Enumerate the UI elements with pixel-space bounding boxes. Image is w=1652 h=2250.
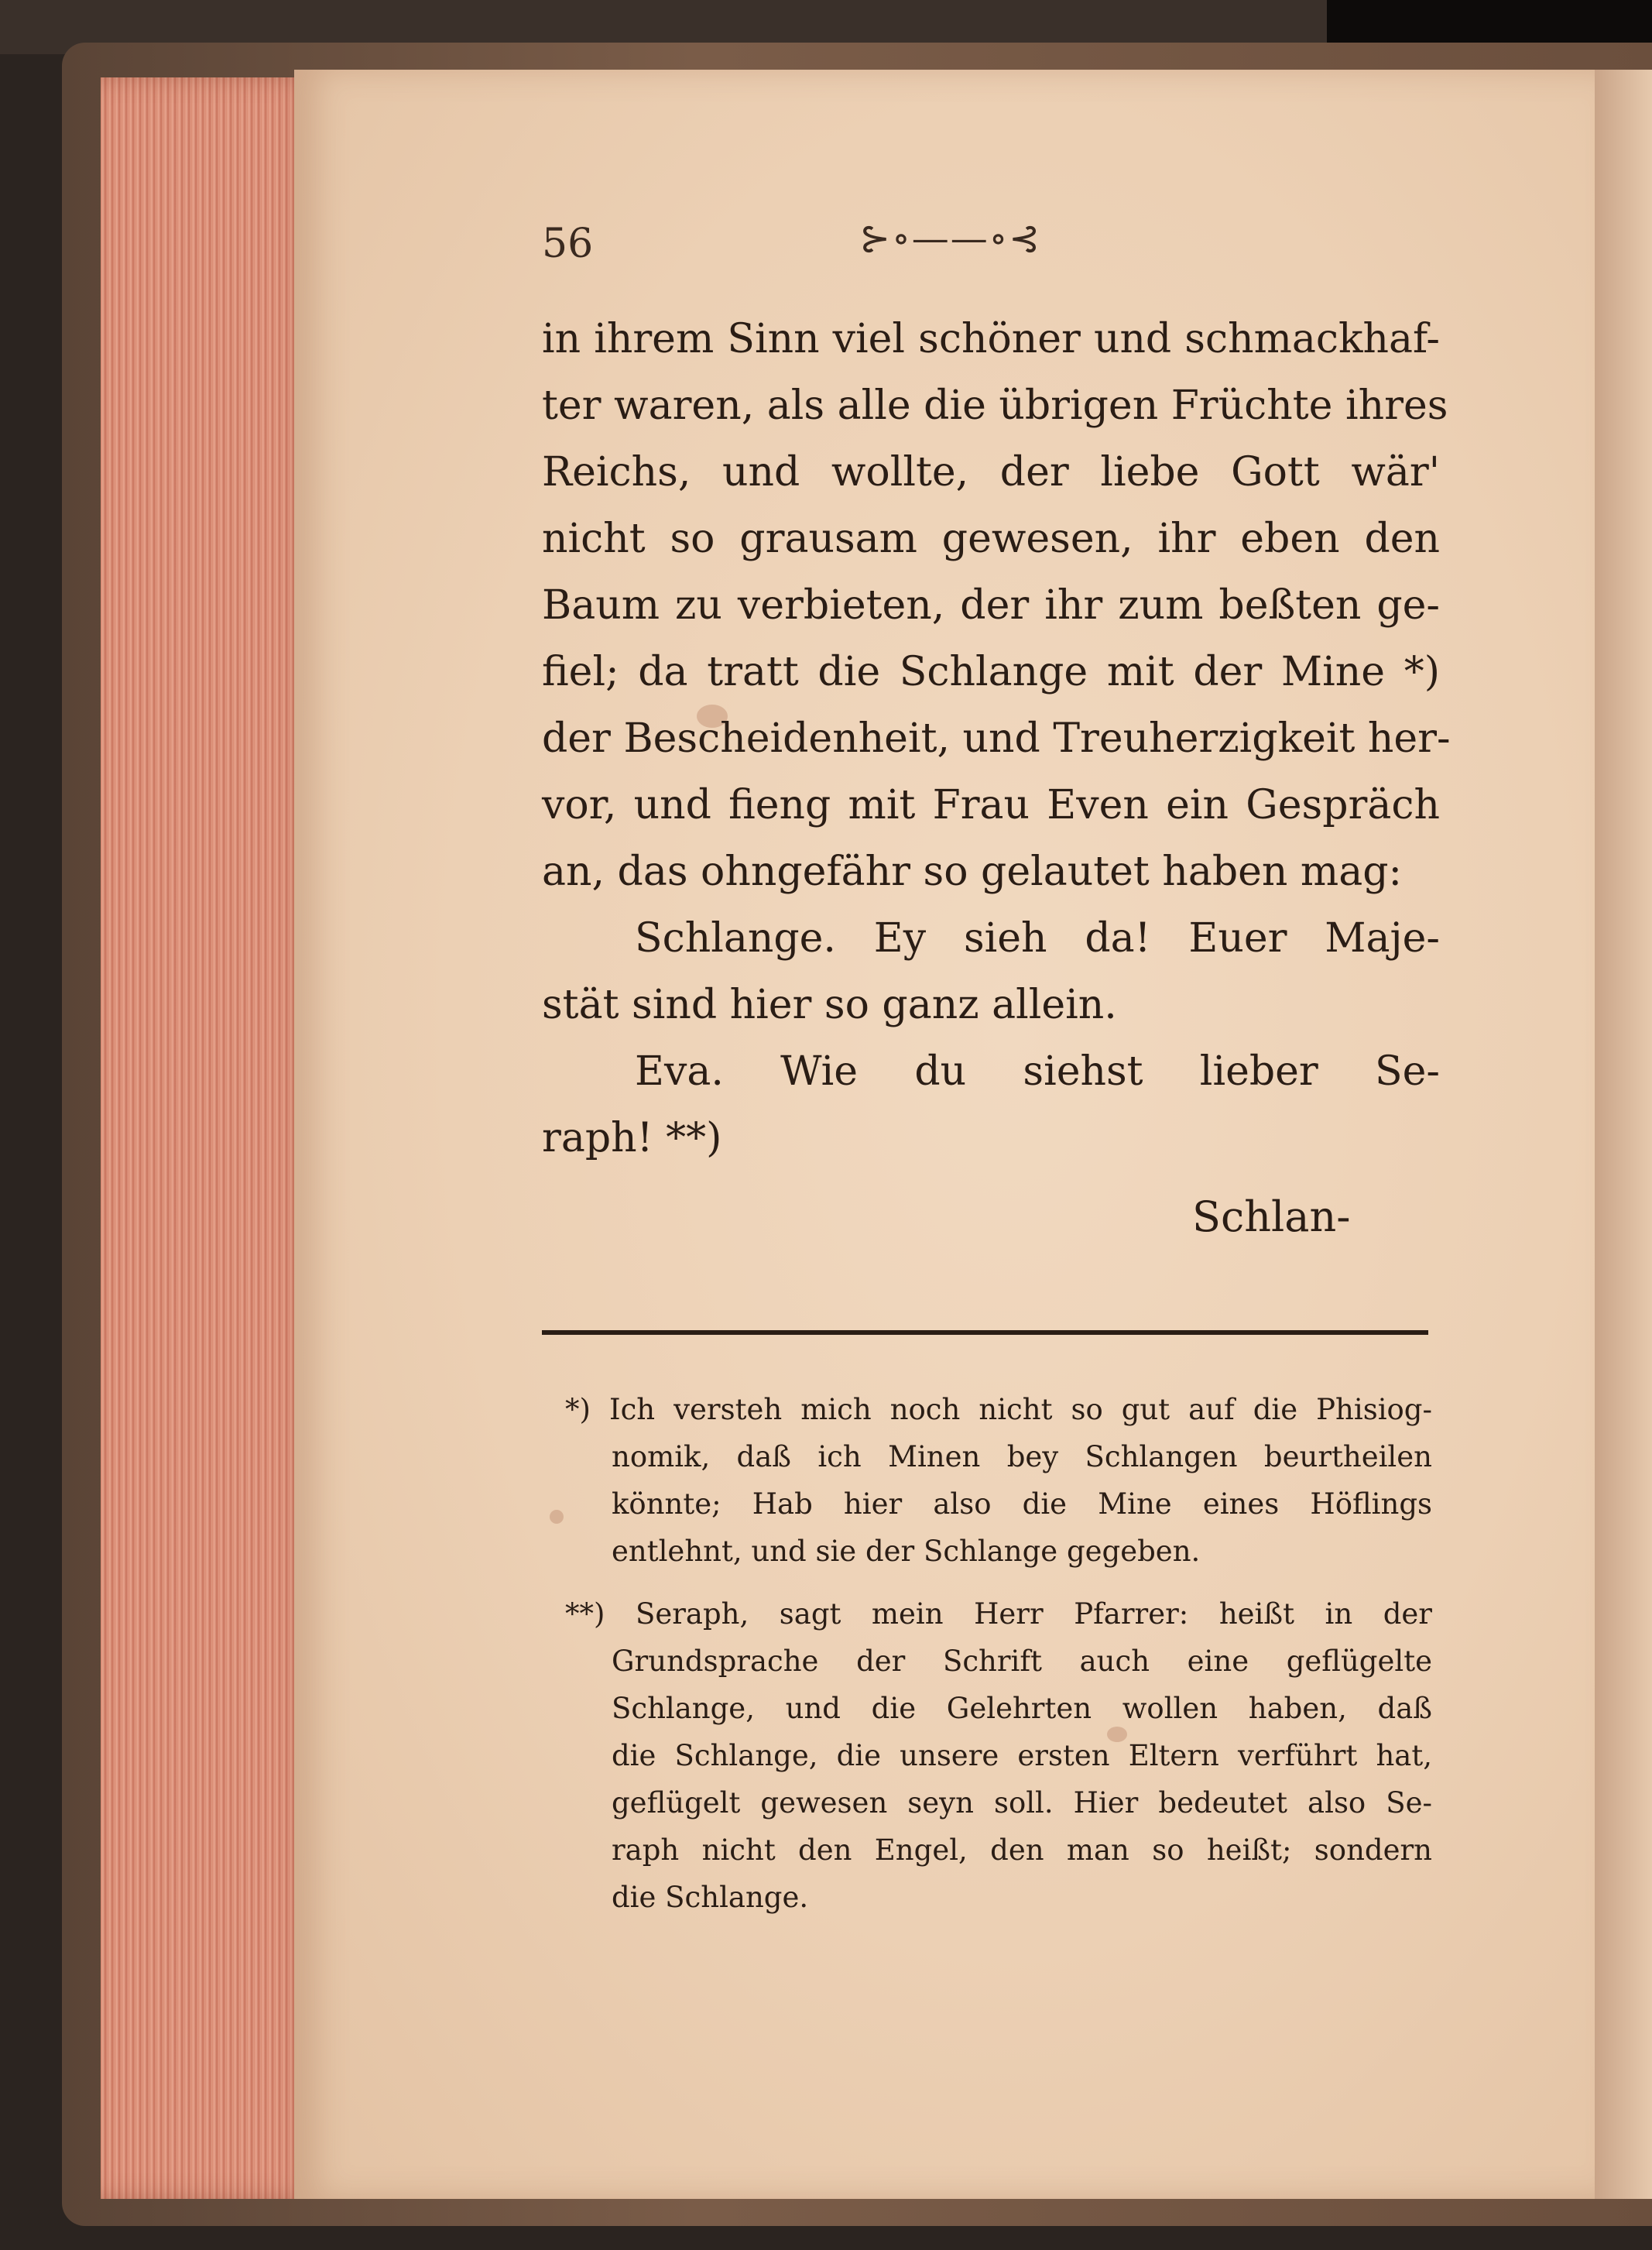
dialogue-line: stät sind hier so ganz allein. bbox=[542, 982, 1117, 1028]
footnote-rule bbox=[542, 1330, 1428, 1335]
footnote-2 bbox=[565, 1590, 1432, 1921]
text-line: Baum zu verbieten, der ihr zum beßten ge- bbox=[542, 582, 1440, 629]
foxing-spot bbox=[550, 1510, 564, 1524]
footnote-line: Grundsprache der Schrift auch eine geflügelte bbox=[612, 1645, 1432, 1678]
text-line: der Bescheidenheit, und Treuherzigkeit her- bbox=[542, 715, 1451, 762]
text-line: fiel; da tratt die Schlange mit der Mine *) bbox=[542, 649, 1440, 695]
dialogue-line: raph! **) bbox=[542, 1115, 722, 1161]
footnote-line: **) Seraph, sagt mein Herr Pfarrer: heißt in der bbox=[565, 1597, 1432, 1631]
footnotes bbox=[565, 1386, 1432, 1936]
footnote-line: könnte; Hab hier also die Mine eines Höflings bbox=[612, 1487, 1432, 1521]
dialogue-line: Schlange. Ey sieh da! Euer Maje- bbox=[635, 915, 1440, 962]
text-line: in ihrem Sinn viel schöner und schmackhaf- bbox=[542, 316, 1440, 362]
footnote-line: die Schlange, die unsere ersten Eltern verführt hat, bbox=[612, 1739, 1432, 1772]
text-line: an, das ohngefähr so gelautet haben mag: bbox=[542, 849, 1403, 895]
text-line: Reichs, und wollte, der liebe Gott wär' bbox=[542, 449, 1440, 496]
footnote-line: Schlange, und die Gelehrten wollen haben, daß bbox=[612, 1692, 1432, 1725]
footnote-line: entlehnt, und sie der Schlange gegeben. bbox=[612, 1535, 1201, 1568]
footnote-line: raph nicht den Engel, den man so heißt; sondern bbox=[612, 1833, 1432, 1867]
header-ornament: ⊱∘——∘⊰ bbox=[859, 217, 1042, 260]
page-number: 56 bbox=[542, 221, 594, 267]
footnote-line: die Schlange. bbox=[612, 1881, 809, 1914]
page-edges bbox=[101, 77, 317, 2199]
text-line: ter waren, als alle die übrigen Früchte ihres bbox=[542, 382, 1448, 429]
footnote-line: nomik, daß ich Minen bey Schlangen beurtheilen bbox=[612, 1440, 1432, 1473]
facing-page-edge bbox=[1595, 70, 1652, 2199]
text-line: nicht so grausam gewesen, ihr eben den bbox=[542, 516, 1440, 562]
body-text bbox=[542, 306, 1451, 1171]
footnote-line: geflügelt gewesen seyn soll. Hier bedeutet also Se- bbox=[612, 1786, 1432, 1820]
dialogue-line: Eva. Wie du siehst lieber Se- bbox=[635, 1048, 1440, 1095]
footnote-line: *) Ich versteh mich noch nicht so gut auf die Phisiog- bbox=[565, 1393, 1432, 1426]
text-line: vor, und fieng mit Frau Even ein Gespräch bbox=[542, 782, 1440, 828]
footnote-1 bbox=[565, 1386, 1432, 1575]
catchword: Schlan- bbox=[1192, 1192, 1351, 1241]
